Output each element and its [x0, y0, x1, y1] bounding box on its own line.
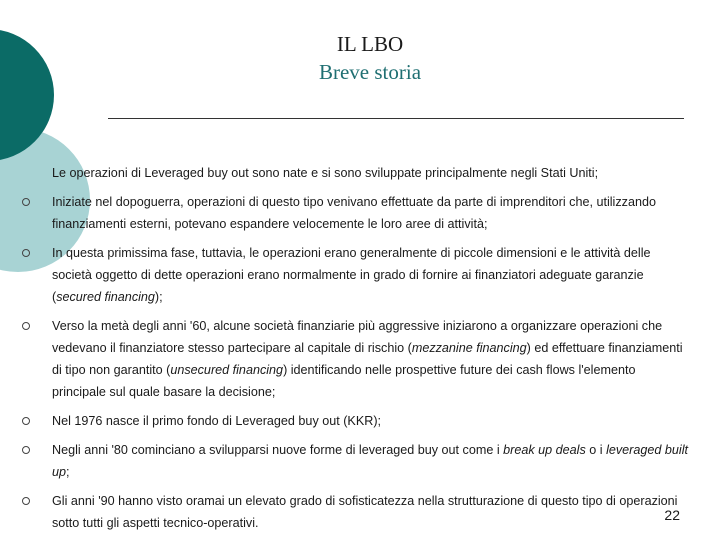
bullet-italic-text: secured financing — [56, 290, 155, 304]
bullet-marker-icon — [22, 249, 30, 257]
bullet-marker-icon — [22, 446, 30, 454]
bullet-italic-text: unsecured financing — [170, 363, 284, 377]
bullet-italic-text: break up deals — [503, 443, 586, 457]
title-divider — [108, 118, 684, 119]
bullet-text: Le operazioni di Leveraged buy out sono nate e si sono sviluppate principalmente negli Stati Uniti; — [52, 166, 599, 180]
bullet-list — [22, 162, 692, 541]
bullet-text: Verso la metà degli anni '60, alcune società finanziarie più aggressive iniziarono a organizzare operazioni che vedevano il finanziatore stesso partecipare al capitale di rischio ( — [52, 319, 663, 355]
bullet-text: Iniziate nel dopoguerra, operazioni di questo tipo venivano effettuate da parte di imprenditori che, utilizzando finanziamenti esterni, potevano espandere velocemente le loro aree di attività; — [52, 195, 656, 231]
bullet-text: ) identificando nelle prospettive future dei cash flows l'elemento principale sul quale basare la decisione; — [52, 363, 636, 399]
bullet-item — [22, 490, 692, 534]
bullet-text: Negli anni '80 cominciano a svilupparsi nuove forme di leveraged buy out come i — [52, 443, 504, 457]
bullet-text: ) ed effettuare finanziamenti di tipo non garantito ( — [52, 341, 683, 377]
bullet-item — [22, 439, 692, 483]
bullet-italic-text: mezzanine financing — [411, 341, 527, 355]
bullet-marker-icon — [22, 322, 30, 330]
bullet-item — [22, 242, 692, 308]
bullet-text: In questa primissima fase, tuttavia, le operazioni erano generalmente di piccole dimensioni e le attività delle società oggetto di dette operazioni erano normalmente in grado di fornire ai finanziatori adeguate garanzie ( — [52, 246, 651, 304]
bullet-marker-icon — [22, 198, 30, 206]
bullet-text: o i — [585, 443, 607, 457]
bullet-text: ); — [154, 290, 163, 304]
bullet-item — [22, 410, 692, 432]
bullet-marker-icon — [22, 497, 30, 505]
slide-title: IL LBO — [336, 32, 404, 56]
bullet-item — [22, 191, 692, 235]
bullet-text: ; — [66, 465, 70, 479]
bullet-marker-icon — [22, 417, 30, 425]
slide-subtitle: Breve storia — [318, 60, 422, 84]
bullet-item — [22, 162, 692, 184]
bullet-italic-text: leveraged built up — [52, 443, 688, 479]
bullet-text: Nel 1976 nasce il primo fondo di Leveraged buy out (KKR); — [52, 414, 382, 428]
bullet-text: Gli anni '90 hanno visto oramai un elevato grado di sofisticatezza nella strutturazione di questo tipo di operazioni sotto tutti gli aspetti tecnico-operativi. — [52, 494, 678, 530]
page-number: 22 — [664, 507, 680, 523]
bullet-item — [22, 315, 692, 403]
